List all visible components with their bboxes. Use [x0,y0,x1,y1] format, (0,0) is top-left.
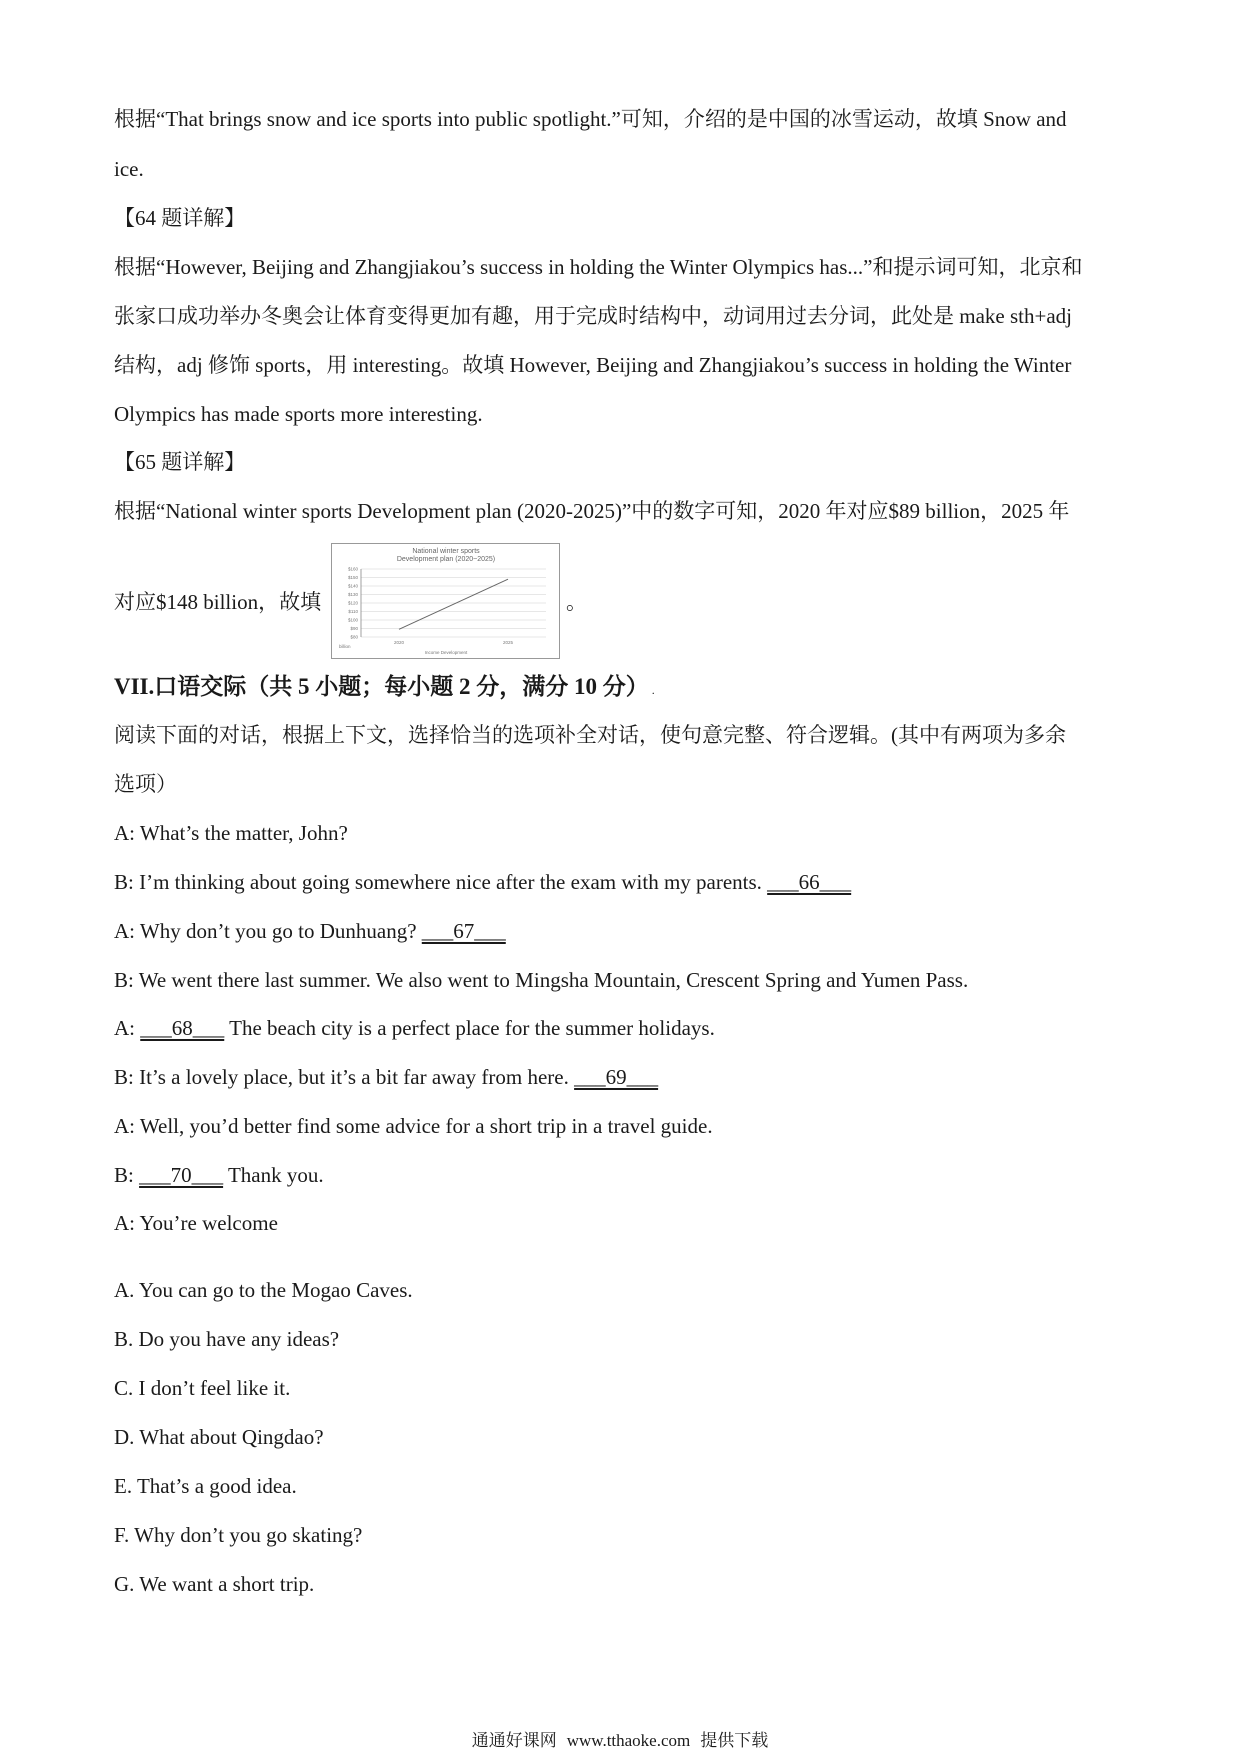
dialogue-text: B: It’s a lovely place, but it’s a bit far away from here. [114,1065,575,1089]
chart-y-tick-label: $150 [347,575,358,580]
chart-x-axis-label: Income Development [424,650,468,655]
dialogue-text: A: [114,1016,141,1040]
dialogue-text: A: Well, you’d better find some advice for a short trip in a travel guide. [114,1114,713,1138]
analysis-line: Olympics has made sports more interesting. [114,402,483,426]
section-title [114,675,655,698]
dialogue-text: A: Why don’t you go to Dunhuang? [114,919,422,943]
analysis-line: ice. [114,157,144,181]
dialogue-line [114,1213,278,1234]
chart-title: National winter sports [412,548,480,555]
answer-blank[interactable]: ___66___ [767,870,852,894]
dialogue-text: B: We went there last summer. We also went to Mingsha Mountain, Crescent Spring and Yumen Pass. [114,968,969,992]
analysis-line: 根据“However, Beijing and Zhangjiakou’s success in holding the Winter Olympics has...”和提示词可知，北京和 [114,255,1083,279]
option-item: D. What about Qingdao? [114,1425,324,1449]
dialogue-line [114,1067,658,1088]
dialogue-line [114,823,348,844]
chart-x-tick-label: 2020 [393,640,405,645]
instructions-line: 选项） [114,772,177,796]
dialogue-text: B: [114,1163,140,1187]
dialogue-line [114,921,506,942]
answer-blank[interactable]: ___68___ [140,1016,225,1040]
answer-blank[interactable]: ___70___ [139,1163,224,1187]
chart-y-tick-label: $80 [350,634,358,640]
dialogue-text: A: What’s the matter, John? [114,821,348,845]
instructions-line: 阅读下面的对话，根据上下文，选择恰当的选项补全对话，使句意完整、符合逻辑。(其中有两项为多余 [114,723,1066,747]
chart-title-line2: Development plan (2020~2025) [396,556,496,563]
dialogue-text: B: I’m thinking about going somewhere nice after the exam with my parents. [114,870,768,894]
section-title-trailing-mark: . [651,683,655,697]
option-item: C. I don’t feel like it. [114,1376,291,1400]
analysis-line: 根据“National winter sports Development plan (2020-2025)”中的数字可知，2020 年对应$89 billion，2025 年 [114,499,1070,523]
option-item: E. That’s a good idea. [114,1474,297,1498]
section-title-text: VII.口语交际（共 5 小题；每小题 2 分，满分 10 分） [114,674,649,699]
chart-x-tick-label: 2025 [502,640,514,645]
dialogue-text: A: You’re welcome [114,1211,278,1235]
page-footer [0,1726,1240,1751]
chart-y-tick-label: $100 [347,617,358,623]
answer-blank[interactable]: ___69___ [574,1065,659,1089]
chart-y-tick-label: $110 [348,609,358,614]
analysis-line-before-figure: 对应$148 billion，故填 [114,590,322,614]
footer-url: www.tthaoke.com [566,1731,691,1750]
dialogue-line [114,970,968,991]
option-item: A. You can go to the Mogao Caves. [114,1278,413,1302]
footer-note: 提供下载 [700,1731,769,1750]
option-item: B. Do you have any ideas? [114,1327,340,1351]
chart-y-axis-label: billion [339,644,351,649]
dialogue-line [114,1116,713,1137]
analysis-line: 根据“That brings snow and ice sports into public spotlight.”可知，介绍的是中国的冰雪运动，故填 Snow and [114,107,1067,131]
footer-site-name: 通通好课网 [471,1731,557,1750]
chart-y-tick-label: $160 [347,566,358,572]
chart-y-tick-label: $120 [347,600,358,606]
q65-header: 【65 题详解】 [114,450,246,474]
analysis-line-after-figure: 。 [566,590,587,614]
dialogue-line [114,1018,715,1039]
chart-y-tick-label: $140 [347,583,358,589]
analysis-line: 结构，adj 修饰 sports，用 interesting。故填 However, Beijing and Zhangjiakou’s success in holding the Winter [114,353,1072,377]
chart-y-tick-label: $90 [350,626,358,631]
chart-y-tick-label: $130 [347,592,358,597]
q64-header: 【64 题详解】 [114,206,246,230]
development-plan-line-chart [331,543,560,659]
analysis-line: 张家口成功举办冬奥会让体育变得更加有趣，用于完成时结构中，动词用过去分词，此处是 make sth+adj [114,304,1072,328]
answer-blank[interactable]: ___67___ [421,919,506,943]
dialogue-text-after-blank: The beach city is a perfect place for the summer holidays. [224,1016,715,1040]
option-item: G. We want a short trip. [114,1572,315,1596]
dialogue-text-after-blank: Thank you. [223,1163,324,1187]
option-item: F. Why don’t you go skating? [114,1523,363,1547]
dialogue-line [114,1165,324,1186]
dialogue-line [114,872,851,893]
